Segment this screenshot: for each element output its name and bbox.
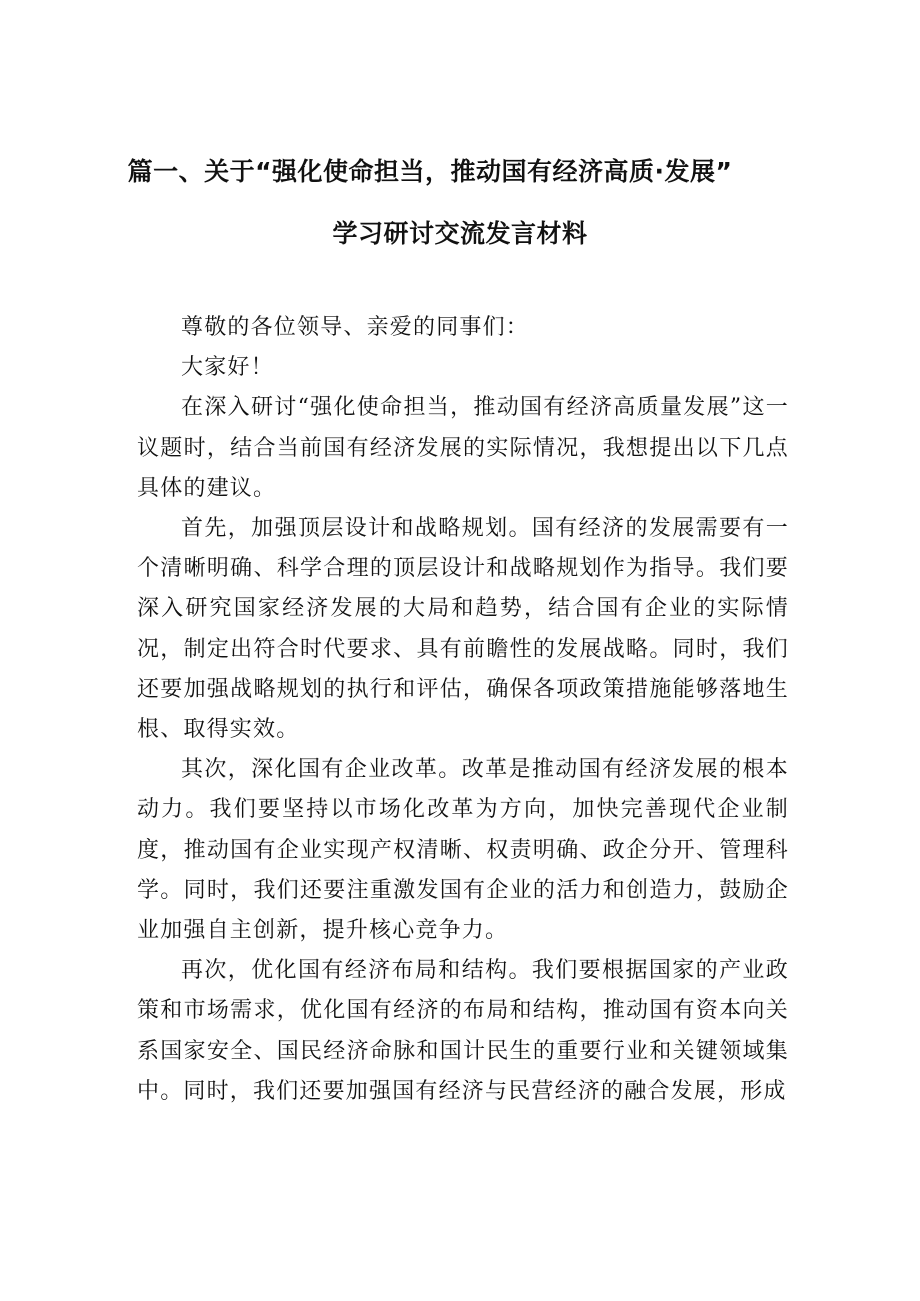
document-title-line-2: 学习研讨交流发言材料 — [332, 219, 588, 248]
greeting-paragraph: 大家好！ — [181, 355, 274, 381]
second-point-paragraph: 其次，深化国有企业改革。改革是推动国有经济发展的根本动力。我们要坚持以市场化改革为方向，加快完善现代企业制度，推动国有企业实现产权清晰、权责明确、政企分开、管理科学。同时，我们还要注重激发国有企业的活力和创造力，鼓励企业加强自主创新，提升核心竞争力。 — [137, 757, 789, 944]
document-title-line-1: 篇一、关于“强化使命担当，推动国有经济高质·发展” — [127, 157, 733, 186]
first-point-paragraph: 首先，加强顶层设计和战略规划。国有经济的发展需要有一个清晰明确、科学合理的顶层设计和战略规划作为指导。我们要深入研究国家经济发展的大局和趋势，结合国有企业的实际情况，制定出符合时代要求、具有前瞻性的发展战略。同时，我们还要加强战略规划的执行和评估，确保各项政策措施能够落地生根、取得实效。 — [137, 516, 789, 743]
intro-paragraph: 在深入研讨“强化使命担当，推动国有经济高质量发展”这一议题时，结合当前国有经济发展的实际情况，我想提出以下几点具体的建议。 — [137, 395, 789, 501]
salutation-paragraph: 尊敬的各位领导、亲爱的同事们： — [181, 315, 530, 340]
document-body — [137, 308, 789, 1112]
third-point-paragraph: 再次，优化国有经济布局和结构。我们要根据国家的产业政策和市场需求，优化国有经济的布局和结构，推动国有资本向关系国家安全、国民经济命脉和国计民生的重要行业和关键领域集中。同时，我们还要加强国有经济与民营经济的融合发展，形成 — [137, 958, 789, 1104]
